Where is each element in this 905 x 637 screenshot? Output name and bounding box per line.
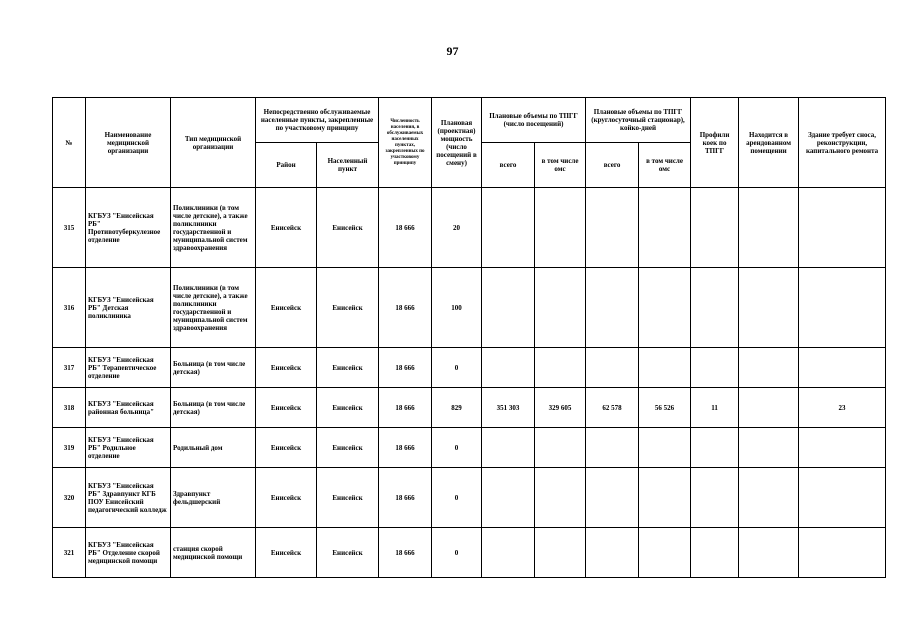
cell-org-name: КГБУЗ "Енисейская РБ" Отделение скорой медицинской помощи <box>86 528 171 578</box>
cell-district: Енисейск <box>256 528 317 578</box>
cell-leased <box>739 468 799 528</box>
cell-district: Енисейск <box>256 388 317 428</box>
table-row <box>53 428 886 468</box>
cell-org-name: КГБУЗ "Енисейская РБ" Здравпункт КГБ ПОУ Енисейский педагогический колледж <box>86 468 171 528</box>
cell-settlement: Енисейск <box>317 388 379 428</box>
cell-needs-repair <box>799 348 886 388</box>
cell-capacity: 0 <box>432 528 482 578</box>
cell-bed-profiles <box>691 268 739 348</box>
cell-num: 319 <box>53 428 86 468</box>
cell-beds-oms: 56 526 <box>639 388 691 428</box>
cell-district: Енисейск <box>256 268 317 348</box>
cell-needs-repair <box>799 188 886 268</box>
cell-visits-total <box>482 268 535 348</box>
table-row <box>53 388 886 428</box>
header-num: № <box>53 98 86 188</box>
cell-bed-profiles: 11 <box>691 388 739 428</box>
cell-beds-oms <box>639 348 691 388</box>
header-tpgg-beds: Плановые объемы по ТПГГ (круглосуточный стационар), койко-дней <box>586 98 691 143</box>
cell-beds-oms <box>639 428 691 468</box>
header-tpgg-visits: Плановые объемы по ТПГГ (число посещений) <box>482 98 586 143</box>
cell-beds-oms <box>639 468 691 528</box>
cell-visits-oms <box>535 528 586 578</box>
cell-population: 18 666 <box>379 388 432 428</box>
cell-visits-total <box>482 428 535 468</box>
header-leased: Находится в арендованном помещении <box>739 98 799 188</box>
cell-bed-profiles <box>691 528 739 578</box>
cell-capacity: 20 <box>432 188 482 268</box>
cell-needs-repair <box>799 428 886 468</box>
cell-needs-repair <box>799 528 886 578</box>
facilities-table <box>52 97 886 578</box>
page-number: 97 <box>446 44 459 58</box>
cell-district: Енисейск <box>256 468 317 528</box>
cell-beds-total: 62 578 <box>586 388 639 428</box>
cell-bed-profiles <box>691 428 739 468</box>
cell-capacity: 829 <box>432 388 482 428</box>
cell-district: Енисейск <box>256 188 317 268</box>
cell-visits-total: 351 303 <box>482 388 535 428</box>
cell-population: 18 666 <box>379 188 432 268</box>
cell-needs-repair <box>799 268 886 348</box>
cell-leased <box>739 428 799 468</box>
cell-org-type: станция скорой медицинской помощи <box>171 528 256 578</box>
cell-settlement: Енисейск <box>317 428 379 468</box>
header-bed-profiles: Профили коек по ТПГГ <box>691 98 739 188</box>
cell-org-type: Больница (в том числе детская) <box>171 388 256 428</box>
cell-leased <box>739 348 799 388</box>
cell-settlement: Енисейск <box>317 468 379 528</box>
cell-capacity: 0 <box>432 428 482 468</box>
cell-bed-profiles <box>691 468 739 528</box>
header-district: Район <box>256 143 317 188</box>
cell-beds-total <box>586 528 639 578</box>
cell-population: 18 666 <box>379 468 432 528</box>
cell-org-type: Больница (в том числе детская) <box>171 348 256 388</box>
table-row <box>53 188 886 268</box>
cell-org-type: Родильный дом <box>171 428 256 468</box>
cell-leased <box>739 268 799 348</box>
cell-beds-total <box>586 348 639 388</box>
cell-settlement: Енисейск <box>317 268 379 348</box>
cell-population: 18 666 <box>379 428 432 468</box>
header-population: Численность населения, в обслуживаемых населенных пунктах, закрепленных по участковому принципу <box>379 98 432 188</box>
header-settlement: Населенный пункт <box>317 143 379 188</box>
cell-num: 318 <box>53 388 86 428</box>
table-body <box>53 188 886 578</box>
table-row <box>53 348 886 388</box>
cell-settlement: Енисейск <box>317 188 379 268</box>
cell-capacity: 100 <box>432 268 482 348</box>
cell-org-name: КГБУЗ "Енисейская РБ" Терапевтическое отделение <box>86 348 171 388</box>
cell-bed-profiles <box>691 188 739 268</box>
cell-district: Енисейск <box>256 428 317 468</box>
header-org-type: Тип медицинской организации <box>171 98 256 188</box>
cell-org-name: КГБУЗ "Енисейская РБ" Противотуберкулезное отделение <box>86 188 171 268</box>
cell-org-type: Поликлиники (в том числе детские), а также поликлиники государственной и муниципальной систем здравоохранения <box>171 268 256 348</box>
cell-population: 18 666 <box>379 348 432 388</box>
cell-beds-total <box>586 468 639 528</box>
cell-num: 321 <box>53 528 86 578</box>
cell-org-type: Поликлиники (в том числе детские), а также поликлиники государственной и муниципальной систем здравоохранения <box>171 188 256 268</box>
cell-visits-oms <box>535 348 586 388</box>
header-visits-oms: в том числе омс <box>535 143 586 188</box>
cell-settlement: Енисейск <box>317 528 379 578</box>
cell-beds-oms <box>639 268 691 348</box>
cell-visits-total <box>482 528 535 578</box>
cell-org-name: КГБУЗ "Енисейская РБ" Родильное отделение <box>86 428 171 468</box>
table-row <box>53 528 886 578</box>
cell-visits-total <box>482 348 535 388</box>
cell-leased <box>739 528 799 578</box>
cell-needs-repair <box>799 468 886 528</box>
cell-beds-oms <box>639 188 691 268</box>
cell-leased <box>739 188 799 268</box>
cell-beds-total <box>586 188 639 268</box>
cell-num: 320 <box>53 468 86 528</box>
cell-visits-oms <box>535 468 586 528</box>
cell-num: 316 <box>53 268 86 348</box>
cell-population: 18 666 <box>379 268 432 348</box>
cell-org-name: КГБУЗ "Енисейская районная больница" <box>86 388 171 428</box>
cell-visits-oms <box>535 428 586 468</box>
header-beds-oms: в том числе омс <box>639 143 691 188</box>
cell-org-name: КГБУЗ "Енисейская РБ" Детская поликлиника <box>86 268 171 348</box>
cell-capacity: 0 <box>432 468 482 528</box>
cell-settlement: Енисейск <box>317 348 379 388</box>
cell-num: 315 <box>53 188 86 268</box>
cell-population: 18 666 <box>379 528 432 578</box>
cell-bed-profiles <box>691 348 739 388</box>
cell-visits-total <box>482 468 535 528</box>
cell-district: Енисейск <box>256 348 317 388</box>
table-row <box>53 268 886 348</box>
header-needs-repair: Здание требует сноса, реконструкции, капитального ремонта <box>799 98 886 188</box>
cell-num: 317 <box>53 348 86 388</box>
header-visits-total: всего <box>482 143 535 188</box>
cell-beds-total <box>586 428 639 468</box>
header-settlements-group: Непосредственно обслуживаемые населенные пункты, закрепленные по участковому принципу <box>256 98 379 143</box>
cell-visits-oms <box>535 268 586 348</box>
cell-beds-total <box>586 268 639 348</box>
cell-visits-oms: 329 605 <box>535 388 586 428</box>
cell-capacity: 0 <box>432 348 482 388</box>
header-org-name: Наименование медицинской организации <box>86 98 171 188</box>
cell-leased <box>739 388 799 428</box>
header-beds-total: всего <box>586 143 639 188</box>
cell-beds-oms <box>639 528 691 578</box>
cell-visits-total <box>482 188 535 268</box>
cell-org-type: Здравпункт фельдшерский <box>171 468 256 528</box>
header-capacity: Плановая (проектная) мощность (число посещений в смену) <box>432 98 482 188</box>
table-row <box>53 468 886 528</box>
cell-visits-oms <box>535 188 586 268</box>
cell-needs-repair: 23 <box>799 388 886 428</box>
